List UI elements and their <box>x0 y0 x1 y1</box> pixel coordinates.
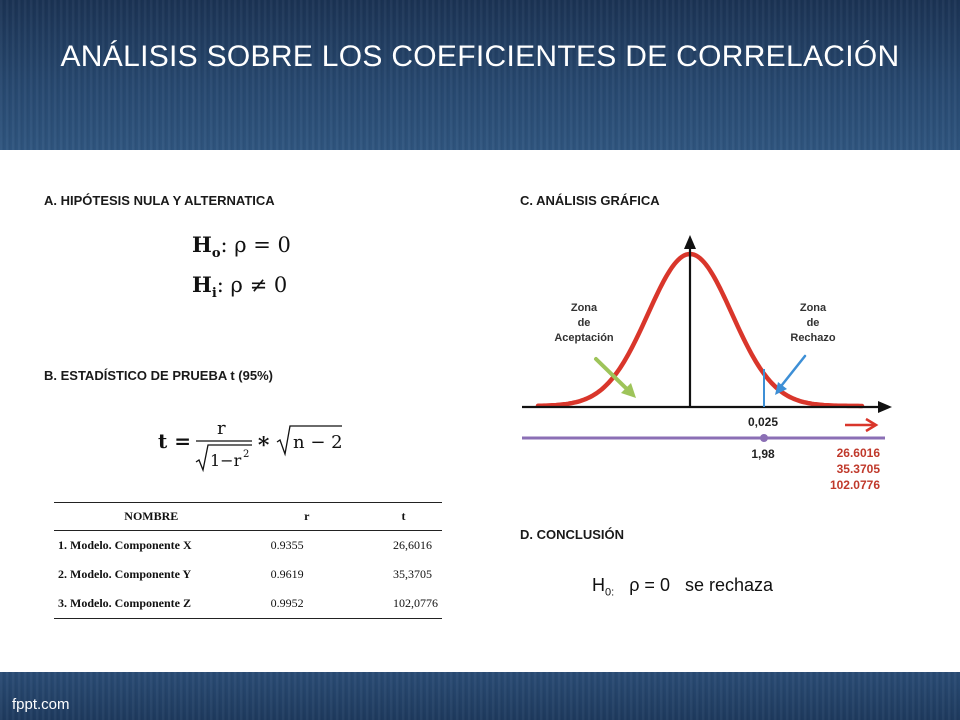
conclusion-h: H <box>592 575 605 595</box>
horizontal-axis-arrowhead <box>878 401 892 413</box>
title-banner <box>0 0 960 150</box>
alpha-label: 0,025 <box>747 415 779 429</box>
null-hypothesis <box>192 232 291 261</box>
critical-value-point <box>760 434 768 442</box>
reject-zone-label-2: de <box>806 317 820 329</box>
section-c-heading: C. ANÁLISIS GRÁFICA <box>520 193 660 208</box>
formula-numerator: r <box>217 418 226 439</box>
conclusion-sub: 0: <box>605 586 615 599</box>
section-d-heading: D. CONCLUSIÓN <box>520 527 624 542</box>
formula-radicand: n − 2 <box>293 432 343 453</box>
cell-t: 26,6016 <box>393 538 432 552</box>
conclusion-statement <box>592 575 773 599</box>
null-h-symbol: H <box>192 232 212 257</box>
cell-nombre: 1. Modelo. Componente X <box>58 538 192 552</box>
cell-r: 0.9619 <box>270 567 304 581</box>
conclusion-text: ρ = 0 se rechaza <box>614 575 774 595</box>
critical-value-label: 1,98 <box>751 447 775 461</box>
alt-h-symbol: H <box>192 272 212 297</box>
t-value-y: 35.3705 <box>836 462 880 476</box>
alt-h-relation: : ρ ≠ 0 <box>216 273 288 297</box>
page-title: ANÁLISIS SOBRE LOS COEFICIENTES DE CORRELACIÓN <box>60 40 900 73</box>
table-row <box>54 531 442 561</box>
reject-arrow <box>778 356 805 390</box>
table-row <box>54 560 442 589</box>
formula-denominator: 1−r <box>210 451 242 470</box>
cell-nombre: 3. Modelo. Componente Z <box>54 589 249 619</box>
footer-brand: fppt.com <box>12 696 70 713</box>
table-row <box>54 589 442 619</box>
t-value-x: 26.6016 <box>836 446 880 460</box>
formula-times: ∗ <box>256 428 272 454</box>
t-distribution-graph <box>510 225 900 500</box>
t-value-z: 102.0776 <box>829 478 880 492</box>
bell-curve <box>538 254 862 406</box>
section-b-heading: B. ESTADÍSTICO DE PRUEBA t (95%) <box>44 368 273 383</box>
alternative-hypothesis <box>192 272 287 301</box>
cell-nombre: 2. Modelo. Componente Y <box>58 567 192 581</box>
footer-bar <box>0 672 960 720</box>
formula-lhs: t = <box>158 429 191 453</box>
results-table <box>54 502 442 619</box>
table-header-row <box>54 503 442 531</box>
col-header-t: t <box>365 503 442 531</box>
accept-zone-label-2: de <box>577 317 591 329</box>
reject-zone-label-1: Zona <box>799 302 827 314</box>
alt-h-sub: i <box>211 286 217 302</box>
col-header-nombre: NOMBRE <box>54 503 249 531</box>
section-a-heading: A. HIPÓTESIS NULA Y ALTERNATICA <box>44 193 275 208</box>
formula-exponent: 2 <box>243 449 250 460</box>
reject-zone-label-3: Rechazo <box>790 332 836 344</box>
cell-t: 35,3705 <box>393 567 432 581</box>
cell-r: 0.9355 <box>270 538 304 552</box>
accept-zone-label-3: Aceptación <box>554 332 614 344</box>
null-h-relation: : ρ = 0 <box>220 233 291 257</box>
col-header-r: r <box>249 503 365 531</box>
cell-r: 0.9952 <box>249 589 365 619</box>
vertical-axis-arrowhead <box>684 235 696 249</box>
accept-zone-label-1: Zona <box>570 302 598 314</box>
null-h-sub: o <box>211 246 221 262</box>
cell-t: 102,0776 <box>365 589 442 619</box>
t-statistic-formula <box>150 412 360 480</box>
